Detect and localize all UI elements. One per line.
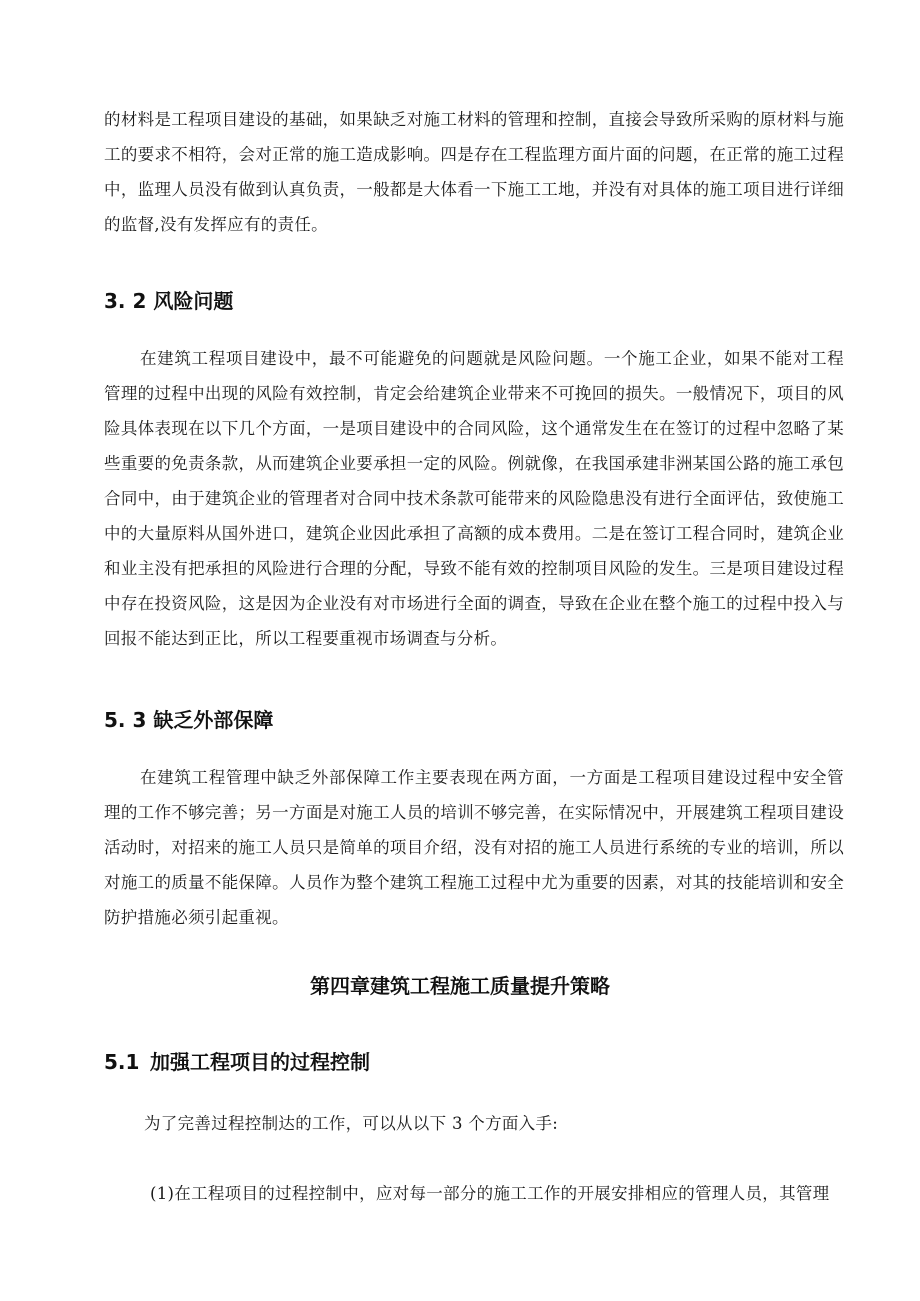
section-number: 5.1 <box>104 1050 140 1074</box>
paragraph-intro-three-aspects: 为了完善过程控制达的工作，可以从以下 3 个方面入手: <box>144 1114 559 1133</box>
section-title: 加强工程项目的过程控制 <box>150 1050 370 1074</box>
chapter-title: 第四章建筑工程施工质量提升策略 <box>310 974 610 998</box>
section-heading-5-3: 5. 3 缺乏外部保障 <box>104 708 274 732</box>
paragraph-item-1: (1)在工程项目的过程控制中，应对每一部分的施工工作的开展安排相应的管理人员，其管理 <box>150 1184 830 1203</box>
paragraph-materials-supervision: 的材料是工程项目建设的基础，如果缺乏对施工材料的管理和控制，直接会导致所采购的原材料与施工的要求不相符，会对正常的施工造成影响。四是存在工程监理方面片面的问题，在正常的施工过程中，监理人员没有做到认真负责，一般都是大体看一下施工工地，并没有对具体的施工项目进行详细的监督,没有发挥应有的责任。 <box>104 110 844 234</box>
paragraph-external-guarantee: 在建筑工程管理中缺乏外部保障工作主要表现在两方面，一方面是工程项目建设过程中安全管理的工作不够完善；另一方面是对施工人员的培训不够完善，在实际情况中，开展建筑工程项目建设活动时，对招来的施工人员只是简单的项目介绍，没有对招的施工人员进行系统的专业的培训，所以对施工的质量不能保障。人员作为整个建筑工程施工过程中尤为重要的因素，对其的技能培训和安全防护措施必须引起重视。 <box>104 768 844 927</box>
paragraph-risk-issues: 在建筑工程项目建设中，最不可能避免的问题就是风险问题。一个施工企业，如果不能对工程管理的过程中出现的风险有效控制，肯定会给建筑企业带来不可挽回的损失。一般情况下，项目的风险具体表现在以下几个方面，一是项目建设中的合同风险，这个通常发生在在签订的过程中忽略了某些重要的免责条款，从而建筑企业要承担一定的风险。例就像，在我国承建非洲某国公路的施工承包合同中，由于建筑企业的管理者对合同中技术条款可能带来的风险隐患没有进行全面评估，致使施工中的大量原料从国外进口，建筑企业因此承担了高额的成本费用。二是在签订工程合同时，建筑企业和业主没有把承担的风险进行合理的分配，导致不能有效的控制项目风险的发生。三是项目建设过程中存在投资风险，这是因为企业没有对市场进行全面的调查，导致在企业在整个施工的过程中投入与回报不能达到正比，所以工程要重视市场调查与分析。 <box>104 349 844 648</box>
section-heading-3-2: 3. 2 风险问题 <box>104 289 234 313</box>
section-heading-5-1 <box>104 1046 370 1075</box>
